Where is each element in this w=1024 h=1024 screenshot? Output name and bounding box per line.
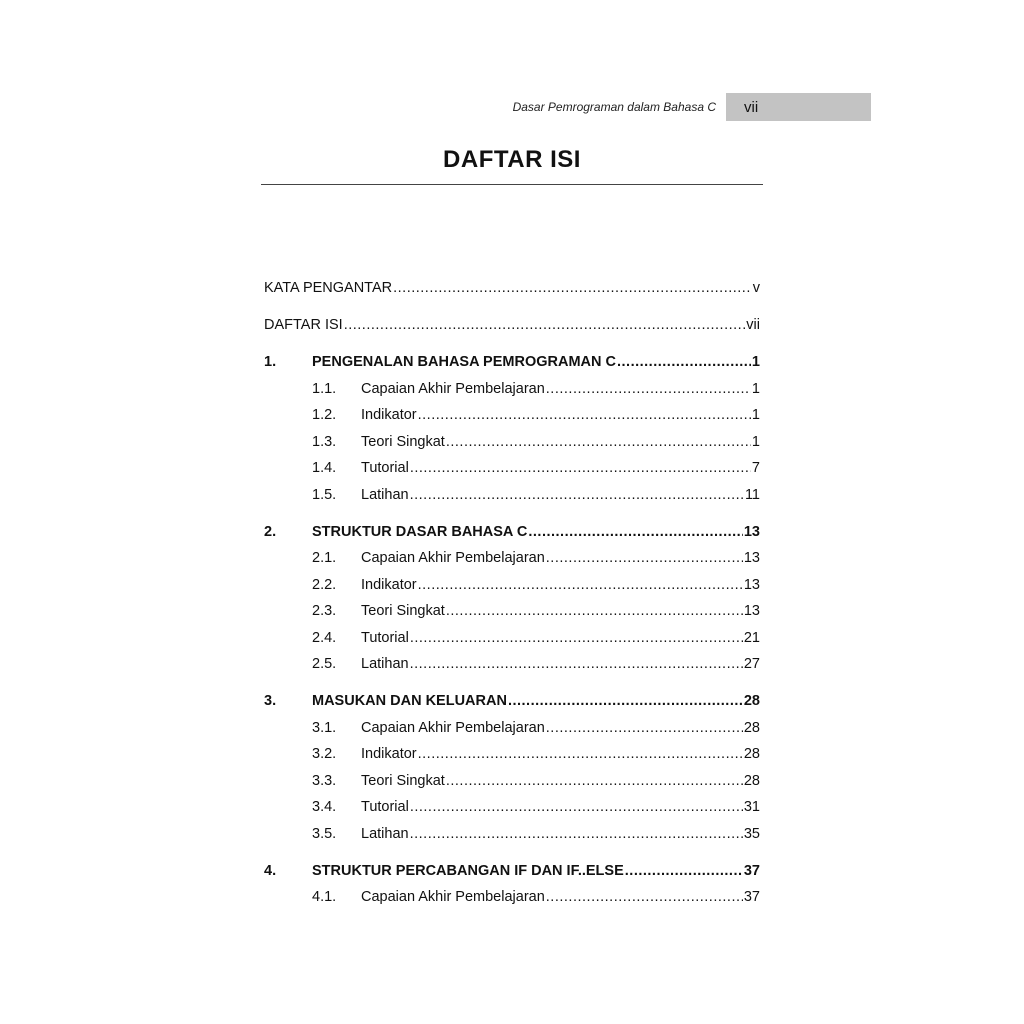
leader-dots xyxy=(410,651,743,678)
toc-chapter-entry[interactable] xyxy=(264,519,760,546)
toc-section-entry[interactable] xyxy=(264,625,760,652)
entry-page: 28 xyxy=(743,693,760,709)
entry-page: 13 xyxy=(743,523,760,540)
leader-dots xyxy=(546,376,751,403)
entry-number: 1.1. xyxy=(312,380,337,397)
toc-section-entry[interactable] xyxy=(264,794,760,821)
entry-page: 1 xyxy=(751,354,760,370)
entry-label: Tutorial xyxy=(361,629,409,646)
entry-number: 1.2. xyxy=(312,407,337,423)
leader-dots xyxy=(393,275,752,302)
entry-label: Teori Singkat xyxy=(361,772,445,789)
leader-dots xyxy=(528,519,743,546)
entry-page: 13 xyxy=(743,576,760,593)
toc-section-entry[interactable] xyxy=(264,455,760,482)
entry-number: 1. xyxy=(264,354,277,370)
entry-label: Capaian Akhir Pembelajaran xyxy=(361,889,545,905)
entry-page: v xyxy=(752,280,760,296)
leader-dots xyxy=(418,402,751,429)
entry-page: 1 xyxy=(751,433,760,450)
entry-label: Latihan xyxy=(361,486,409,503)
leader-dots xyxy=(344,312,746,339)
leader-dots xyxy=(418,572,743,599)
entry-page: 27 xyxy=(743,656,760,672)
table-of-contents xyxy=(264,275,760,911)
leader-dots xyxy=(446,598,743,625)
entry-label: Indikator xyxy=(361,576,417,593)
entry-number: 1.5. xyxy=(312,486,337,503)
entry-page: 37 xyxy=(743,862,760,879)
toc-section-entry[interactable] xyxy=(264,482,760,509)
leader-dots xyxy=(546,884,743,911)
entry-number: 4. xyxy=(264,862,277,879)
entry-label: Capaian Akhir Pembelajaran xyxy=(361,550,545,566)
toc-section-entry[interactable] xyxy=(264,884,760,911)
entry-label: PENGENALAN BAHASA PEMROGRAMAN C xyxy=(312,354,616,370)
leader-dots xyxy=(546,545,743,572)
toc-chapter-entry[interactable] xyxy=(264,349,760,376)
entry-page: 7 xyxy=(751,460,760,476)
running-header-title: Dasar Pemrograman dalam Bahasa C xyxy=(512,100,716,114)
entry-label: Teori Singkat xyxy=(361,433,445,450)
leader-dots xyxy=(446,429,751,456)
title-rule xyxy=(261,184,763,185)
entry-number: 1.4. xyxy=(312,460,337,476)
entry-page: 37 xyxy=(743,889,760,905)
leader-dots xyxy=(410,482,744,509)
toc-section-entry[interactable] xyxy=(264,741,760,768)
entry-number: 2.1. xyxy=(312,550,337,566)
entry-label: Latihan xyxy=(361,656,409,672)
entry-page: 13 xyxy=(743,603,760,619)
entry-page: 28 xyxy=(743,772,760,789)
leader-dots xyxy=(410,821,743,848)
entry-number: 3.1. xyxy=(312,719,337,736)
entry-number: 2.3. xyxy=(312,603,337,619)
entry-number: 4.1. xyxy=(312,889,337,905)
entry-page: 28 xyxy=(743,719,760,736)
entry-page: 13 xyxy=(743,550,760,566)
page-number-box xyxy=(726,93,871,121)
entry-label: Tutorial xyxy=(361,460,409,476)
toc-section-entry[interactable] xyxy=(264,429,760,456)
entry-label: Capaian Akhir Pembelajaran xyxy=(361,380,545,397)
toc-section-entry[interactable] xyxy=(264,598,760,625)
toc-section-entry[interactable] xyxy=(264,651,760,678)
entry-label: STRUKTUR DASAR BAHASA C xyxy=(312,523,528,540)
entry-label: Teori Singkat xyxy=(361,603,445,619)
leader-dots xyxy=(410,794,743,821)
leader-dots xyxy=(418,741,743,768)
entry-number: 2.5. xyxy=(312,656,337,672)
toc-chapter-entry[interactable] xyxy=(264,688,760,715)
entry-label: Tutorial xyxy=(361,799,409,815)
entry-number: 1.3. xyxy=(312,433,337,450)
entry-label: Indikator xyxy=(361,746,417,762)
entry-number: 2.4. xyxy=(312,629,337,646)
leader-dots xyxy=(410,455,751,482)
toc-section-entry[interactable] xyxy=(264,768,760,795)
toc-front-entry[interactable] xyxy=(264,275,760,302)
toc-section-entry[interactable] xyxy=(264,821,760,848)
entry-label: DAFTAR ISI xyxy=(264,317,343,333)
entry-page: 21 xyxy=(743,629,760,646)
entry-label: Indikator xyxy=(361,407,417,423)
entry-number: 2. xyxy=(264,523,277,540)
toc-chapter-entry[interactable] xyxy=(264,858,760,885)
entry-label: Capaian Akhir Pembelajaran xyxy=(361,719,545,736)
toc-section-entry[interactable] xyxy=(264,402,760,429)
page-number: vii xyxy=(744,99,759,116)
toc-section-entry[interactable] xyxy=(264,572,760,599)
entry-number: 2.2. xyxy=(312,576,337,593)
entry-number: 3.2. xyxy=(312,746,337,762)
page-title: DAFTAR ISI xyxy=(443,146,581,173)
entry-number: 3. xyxy=(264,693,277,709)
toc-front-entry[interactable] xyxy=(264,312,760,339)
toc-section-entry[interactable] xyxy=(264,545,760,572)
entry-page: vii xyxy=(746,317,760,333)
entry-page: 1 xyxy=(751,380,760,397)
toc-section-entry[interactable] xyxy=(264,715,760,742)
entry-page: 1 xyxy=(751,407,760,423)
entry-label: MASUKAN DAN KELUARAN xyxy=(312,693,507,709)
entry-page: 31 xyxy=(743,799,760,815)
entry-page: 35 xyxy=(743,825,760,842)
entry-page: 28 xyxy=(743,746,760,762)
leader-dots xyxy=(446,768,743,795)
leader-dots xyxy=(625,858,743,885)
entry-number: 3.3. xyxy=(312,772,337,789)
entry-number: 3.5. xyxy=(312,825,337,842)
leader-dots xyxy=(546,715,743,742)
entry-label: STRUKTUR PERCABANGAN IF DAN IF..ELSE xyxy=(312,862,624,879)
entry-number: 3.4. xyxy=(312,799,337,815)
entry-label: KATA PENGANTAR xyxy=(264,280,393,296)
entry-label: Latihan xyxy=(361,825,409,842)
entry-page: 11 xyxy=(744,486,760,503)
leader-dots xyxy=(617,349,751,376)
toc-section-entry[interactable] xyxy=(264,376,760,403)
leader-dots xyxy=(410,625,743,652)
leader-dots xyxy=(508,688,743,715)
